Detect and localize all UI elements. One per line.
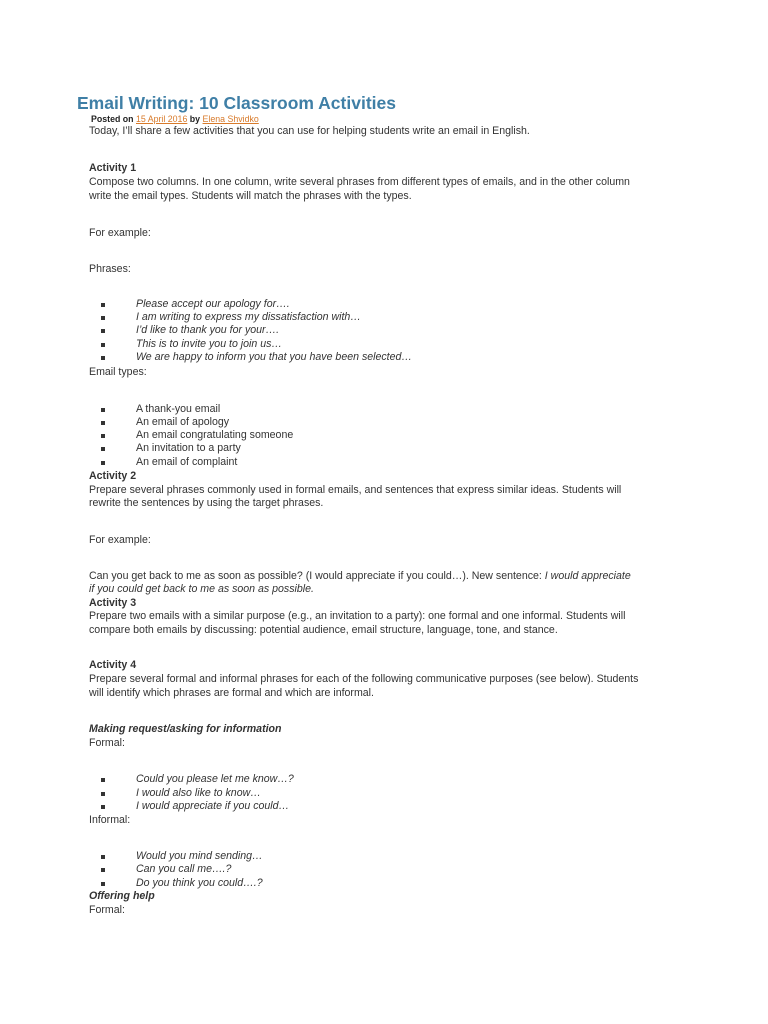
activity-1-text-line-1: Compose two columns. In one column, write several phrases from different types of emails, and in the other column	[89, 176, 630, 188]
email-type-item: An email of complaint	[136, 456, 238, 468]
activity-3-text-line-1: Prepare two emails with a similar purpose (e.g., an invitation to a party): one formal and one informal. Students will	[89, 610, 626, 622]
phrases-label: Phrases:	[89, 263, 131, 275]
formal-phrase-item: Could you please let me know…?	[136, 773, 294, 785]
post-meta	[91, 114, 259, 125]
email-type-item: A thank-you email	[136, 403, 221, 415]
bullet-icon	[101, 792, 105, 796]
activity-1-heading: Activity 1	[89, 162, 137, 174]
example-sentence: Can you get back to me as soon as possible? (I would appreciate if you could…). New sentence:	[89, 570, 545, 582]
email-type-item: An email of apology	[136, 416, 230, 428]
email-type-item: An invitation to a party	[136, 442, 241, 454]
bullet-icon	[101, 868, 105, 872]
bullet-icon	[101, 855, 105, 859]
activity-3-text-line-2: compare both emails by discussing: potential audience, email structure, language, tone, and stance.	[89, 624, 558, 636]
page-title: Email Writing: 10 Classroom Activities	[77, 93, 396, 113]
bullet-icon	[101, 882, 105, 886]
bullet-icon	[101, 447, 105, 451]
phrase-item: We are happy to inform you that you have been selected…	[136, 351, 412, 363]
activity-2-example-label: For example:	[89, 534, 151, 546]
activity-2-example-line-1	[89, 570, 631, 583]
bullet-icon	[101, 461, 105, 465]
activity-3-heading: Activity 3	[89, 597, 137, 609]
bullet-icon	[101, 805, 105, 809]
activity-4-heading: Activity 4	[89, 659, 137, 671]
formal-phrase-item: I would appreciate if you could…	[136, 800, 290, 812]
bullet-icon	[101, 778, 105, 782]
bullet-icon	[101, 329, 105, 333]
activity-2-text-line-2: rewrite the sentences by using the target phrases.	[89, 497, 324, 509]
activity-2-heading: Activity 2	[89, 470, 137, 482]
informal-phrase-item: Can you call me….?	[136, 863, 232, 875]
informal-label: Informal:	[89, 814, 131, 826]
bullet-icon	[101, 356, 105, 360]
bullet-icon	[101, 421, 105, 425]
phrase-item: I’d like to thank you for your….	[136, 324, 280, 336]
email-types-label: Email types:	[89, 366, 147, 378]
activity-1-example-label: For example:	[89, 227, 151, 239]
activity-2-example-line-2: if you could get back to me as soon as possible.	[89, 583, 314, 595]
activity-2-text-line-1: Prepare several phrases commonly used in formal emails, and sentences that express similar ideas. Students will	[89, 484, 622, 496]
bullet-icon	[101, 343, 105, 347]
bullet-icon	[101, 434, 105, 438]
phrase-item: Please accept our apology for….	[136, 298, 290, 310]
example-new-sentence: I would appreciate	[544, 570, 631, 582]
phrase-item: I am writing to express my dissatisfaction with…	[136, 311, 361, 323]
activity-1-text-line-2: write the email types. Students will match the phrases with the types.	[89, 190, 412, 202]
section-heading-offering-help: Offering help	[89, 890, 155, 902]
informal-phrase-item: Would you mind sending…	[136, 850, 263, 862]
bullet-icon	[101, 408, 105, 412]
bullet-icon	[101, 303, 105, 307]
email-type-item: An email congratulating someone	[136, 429, 294, 441]
formal-phrase-item: I would also like to know…	[136, 787, 261, 799]
phrase-item: This is to invite you to join us…	[136, 338, 283, 350]
section-heading-making-request: Making request/asking for information	[89, 723, 282, 735]
post-date-link[interactable]: 15 April 2016	[135, 114, 188, 124]
posted-label: Posted on	[91, 114, 134, 124]
offering-help-formal-label: Formal:	[89, 904, 125, 916]
intro-text: Today, I’ll share a few activities that you can use for helping students write an email in English.	[89, 125, 530, 137]
activity-4-text-line-1: Prepare several formal and informal phrases for each of the following communicative purposes (see below). Students	[89, 673, 639, 685]
author-link[interactable]: Elena Shvidko	[202, 114, 259, 124]
by-label: by	[189, 114, 201, 124]
activity-4-text-line-2: will identify which phrases are formal and which are informal.	[89, 687, 374, 699]
formal-label: Formal:	[89, 737, 125, 749]
informal-phrase-item: Do you think you could….?	[136, 877, 263, 889]
bullet-icon	[101, 316, 105, 320]
